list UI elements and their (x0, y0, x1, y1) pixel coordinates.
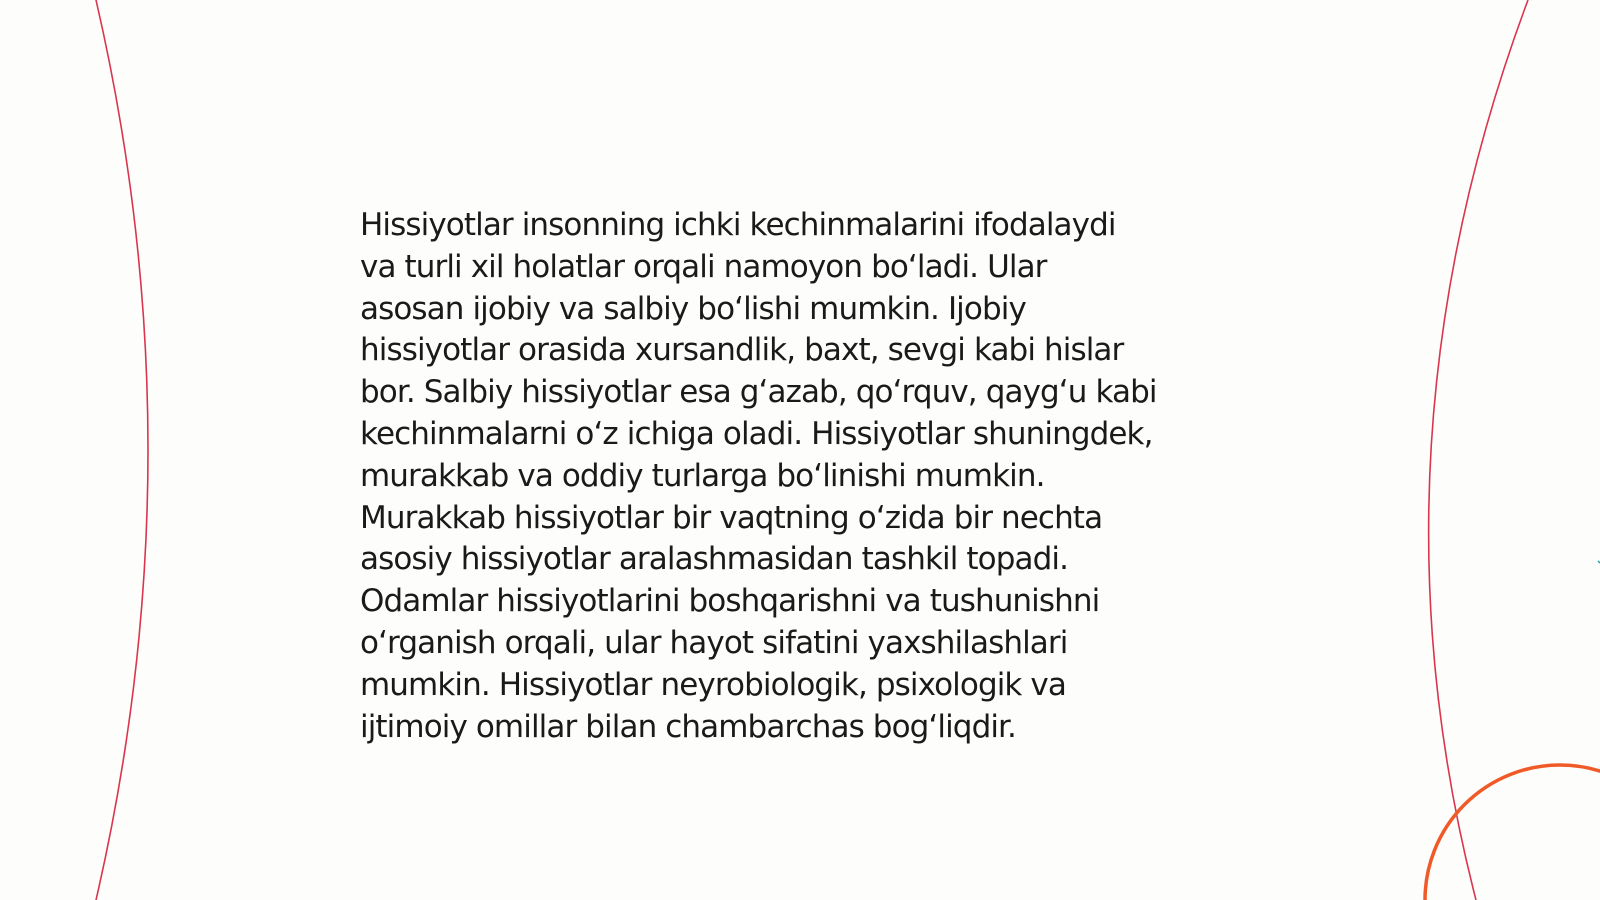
slide-body-text: Hissiyotlar insonning ichki kechinmalarini ifodalaydi va turli xil holatlar orqali namoyon boʻladi. Ular asosan ijobiy va salbiy boʻlishi mumkin. Ijobiy hissiyotlar orasida xursandlik, baxt, sevgi kabi hislar bor. Salbiy hissiyotlar esa gʻazab, qoʻrquv, qaygʻu kabi kechinmalarni oʻz ichiga oladi. Hissiyotlar shuningdek, murakkab va oddiy turlarga boʻlinishi mumkin. Murakkab hissiyotlar bir vaqtning oʻzida bir nechta asosiy hissiyotlar aralashmasidan tashkil topadi. Odamlar hissiyotlarini boshqarishni va tushunishni oʻrganish orqali, ular hayot sifatini yaxshilashlari mumkin. Hissiyotlar neyrobiologik, psixologik va ijtimoiy omillar bilan chambarchas bogʻliqdir. (360, 207, 1157, 745)
right-arc (1429, 0, 1528, 900)
left-arc (96, 0, 148, 900)
